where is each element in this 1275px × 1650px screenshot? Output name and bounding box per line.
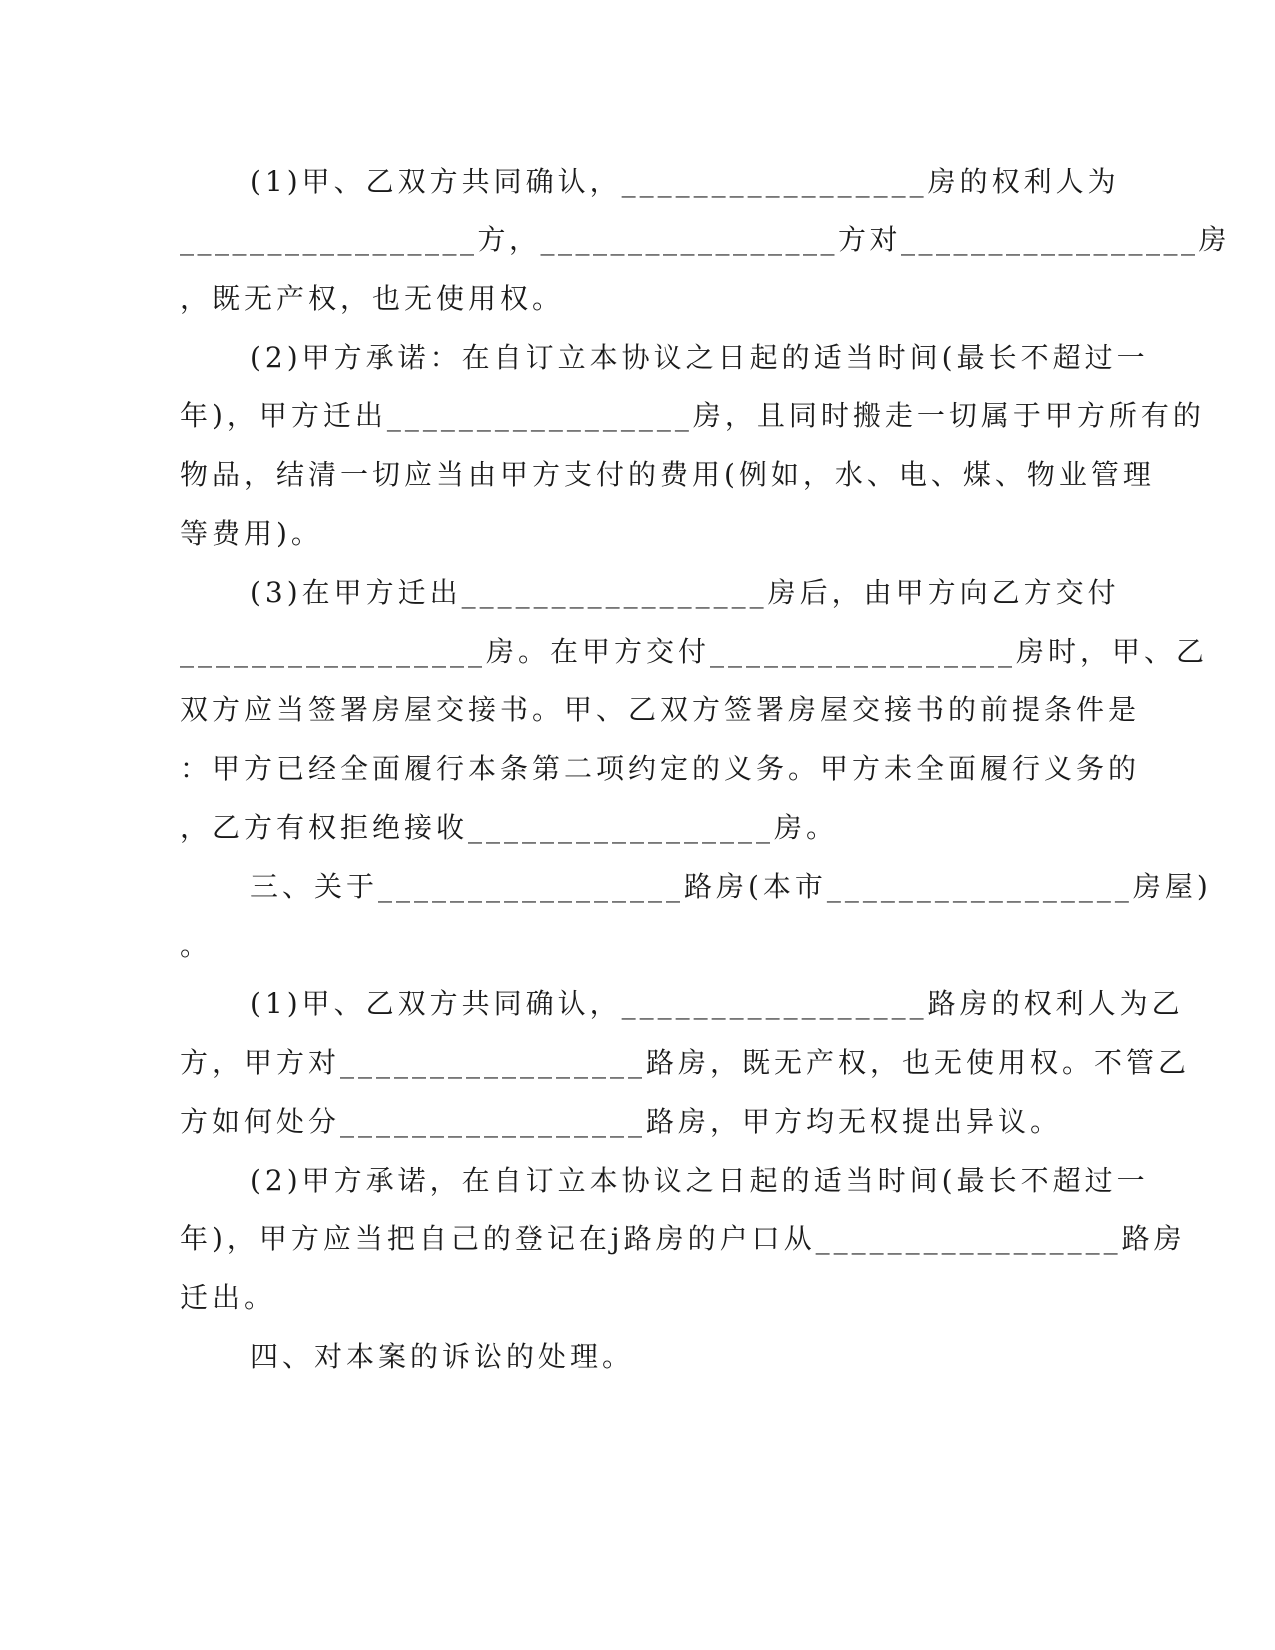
- text-line: 。: [180, 929, 213, 962]
- text-line: 双方应当签署房屋交接书。甲、乙双方签署房屋交接书的前提条件是: [180, 693, 1141, 726]
- text-line: (2)甲方承诺：在自订立本协议之日起的适当时间(最长不超过一: [250, 341, 1149, 374]
- text-line: (1)甲、乙双方共同确认，_________________路房的权利人为乙: [250, 987, 1184, 1020]
- text-line: 年)，甲方迁出_________________房，且同时搬走一切属于甲方所有的: [180, 399, 1205, 432]
- text-line: _________________方，_________________方对_________________房: [180, 223, 1231, 256]
- text-line: (2)甲方承诺，在自订立本协议之日起的适当时间(最长不超过一: [250, 1164, 1149, 1197]
- text-line: (3)在甲方迁出_________________房后，由甲方向乙方交付: [250, 576, 1120, 609]
- text-line: 迁出。: [180, 1281, 277, 1314]
- text-line: _________________房。在甲方交付_________________房时，甲、乙: [180, 635, 1209, 668]
- text-line: (1)甲、乙双方共同确认，_________________房的权利人为: [250, 165, 1120, 198]
- text-line: ，乙方有权拒绝接收_________________房。: [180, 811, 839, 844]
- text-line: ，既无产权，也无使用权。: [180, 282, 565, 315]
- text-line: ：甲方已经全面履行本条第二项约定的义务。甲方未全面履行义务的: [180, 752, 1141, 785]
- text-line: 方，甲方对_________________路房，既无产权，也无使用权。不管乙: [180, 1046, 1191, 1079]
- text-line: 方如何处分_________________路房，甲方均无权提出异议。: [180, 1105, 1063, 1138]
- text-line: 年)，甲方应当把自己的登记在j路房的户口从_________________路房: [180, 1222, 1186, 1255]
- text-line: 物品，结清一切应当由甲方支付的费用(例如，水、电、煤、物业管理: [180, 458, 1155, 491]
- text-line: 四、对本案的诉讼的处理。: [250, 1340, 635, 1373]
- text-line: 三、关于_________________路房(本市_________________房屋): [250, 870, 1212, 903]
- text-line: 等费用)。: [180, 517, 323, 550]
